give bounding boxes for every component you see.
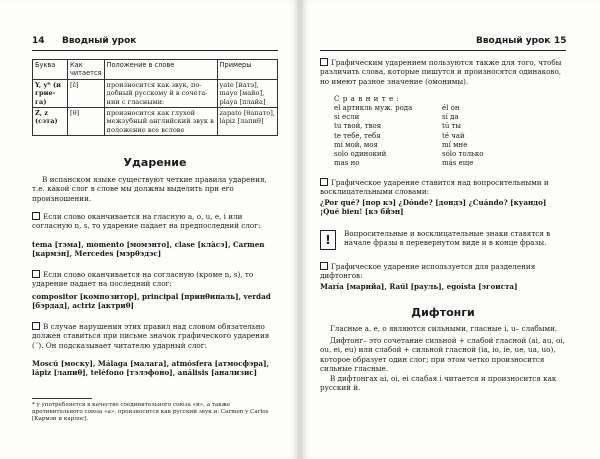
- homonym-left: tu твой, твоя: [334, 122, 382, 131]
- paragraph-diphthong-split: [320, 262, 566, 281]
- homonym-right: más еще: [442, 159, 474, 168]
- rule-1-examples: tema [тэма], momento [момэнто], clase [кла̀сэ], Carmen [кармэн], Mercedes [мэрθэдэс]: [32, 240, 265, 259]
- section-title: Дифтонги: [411, 306, 475, 319]
- table-cell: yate [йатэ], mayo [майо], playa [плайа]: [217, 79, 277, 107]
- homonym-right: sí да: [442, 113, 459, 122]
- paragraph-homonyms: [320, 58, 566, 86]
- list-item: [334, 141, 564, 150]
- table-cell: произносится как звук, по-добный русскому й в сочета-нии с гласными:: [104, 79, 217, 107]
- right-page: [302, 0, 600, 459]
- page-number: 14: [32, 36, 45, 46]
- homonym-right: té чай: [442, 131, 465, 140]
- table-row: [33, 79, 278, 107]
- paragraph-homonyms-text: Графическим ударением пользуются также для того, чтобы различить слова, которые пишутся и произносятся одинаково, но имеют разное значение (омонимы).: [320, 58, 562, 86]
- intro-paragraph: В испанском языке существуют четкие правила ударения, т.е. какой слог в слове мы должны выделить при его произношении.: [32, 175, 267, 203]
- table-header-cell: Положение в слове: [104, 60, 217, 80]
- footnote: * y употребляется в качестве соединительного союза «и», а также противительного союза «а», произносится как русский звук и: Carmen y Carlos [Кармэн и карлос].: [32, 402, 269, 422]
- diphthong-p2: Дифтонг– это сочетание сильной + слабой гласной (ai, au, oi, ou, ei, eu) или слабой + сильной гласной (ia, io, ie, ue, ua, uo), которое образует один слог; при этом четко произносится сильные гласные.: [320, 336, 565, 374]
- table-header-cell: Как читается: [68, 60, 105, 80]
- homonym-right: él он: [442, 104, 460, 112]
- checkbox-bullet-icon: [32, 212, 40, 220]
- paragraph-diphthong-split-text: Графическое ударение используется для разделения дифтонгов:: [320, 262, 536, 281]
- checkbox-bullet-icon: [32, 270, 40, 278]
- letters-table: [32, 59, 278, 136]
- diphthong-p1: Гласные a, e, o являются сильными, гласные i, u– слабыми.: [330, 324, 558, 333]
- table-cell: [θ]: [68, 108, 105, 136]
- list-item: [334, 104, 564, 113]
- homonym-left: solo одинокий: [334, 149, 387, 158]
- table-cell: zapato [θапато], lápiz [лапиθ]: [217, 108, 277, 136]
- rule-3: [32, 322, 278, 350]
- checkbox-bullet-icon: [32, 322, 40, 330]
- diphthong-split-examples: María [марийа], Raúl [рауль], egoísta [эгоиста]: [320, 282, 518, 291]
- homonym-left: te тебе, тебя: [334, 131, 381, 140]
- table-cell: произносится как глухой межзубный английский звук в положение все вслове: [104, 108, 217, 136]
- header-rule: [32, 50, 278, 51]
- list-item: [334, 122, 564, 131]
- table-cell: Z, z (сэта): [33, 108, 68, 136]
- list-item: [334, 159, 564, 168]
- rule-3-examples: Moscú [моску], Málaga [малага], atmósfera [атмосфэра], lápiz [лапиθ], teléfono [тэлэфоно], análisis [анализис]: [32, 359, 269, 378]
- table-cell: Y, y* (и грие-га): [33, 79, 68, 107]
- homonym-right: tú ты: [442, 122, 461, 131]
- exclamation-icon: !: [320, 230, 336, 250]
- table-header-cell: Примеры: [217, 60, 277, 80]
- homonym-list: [334, 104, 564, 168]
- homonym-right: sólo только: [442, 149, 484, 158]
- rule-2-examples: compositor [композитор], principal [принθипаль], verdad [бэрдад], actriz [актриθ]: [32, 292, 271, 311]
- table-cell: [ɛ̌]: [68, 79, 105, 107]
- table-header-row: [33, 60, 278, 80]
- rule-3-text: В случае нарушения этих правил над словом обязательно должен ставиться при письме значок графического ударения (´). Он подсказывает читателю ударный слог:: [32, 322, 270, 350]
- page-number: 15: [554, 36, 567, 46]
- header-rule: [320, 50, 566, 51]
- rule-1-text: Если слово оканчивается на гласную a, o, u, e, i или согласную n, s, то ударение падает на предпоследний слог:: [32, 212, 261, 231]
- rule-2-text: Если слово оканчивается на согласную (кроме n, s), то ударение падает на последний слог:: [32, 270, 254, 289]
- footnote-rule: [32, 398, 92, 399]
- rule-2: [32, 270, 278, 289]
- homonym-left: si если: [334, 113, 360, 122]
- list-item: [334, 132, 564, 141]
- section-title: Ударение: [123, 156, 187, 169]
- homonym-left: mi мой, моя: [334, 140, 378, 149]
- punctuation-note: Вопросительные и восклицательные знаки ставятся в начале фразы в перевернутом виде и в конце фразы.: [344, 229, 551, 248]
- checkbox-bullet-icon: [320, 262, 328, 270]
- checkbox-bullet-icon: [320, 178, 328, 186]
- running-header: Вводный урок: [62, 36, 137, 46]
- question-examples: ¿Por qué? [пор кэ] ¿Dónde? [дондэ] ¿Cuándo? [куандо] ¡Qué bien! [кэ бйэн]: [320, 198, 547, 217]
- paragraph-questions: [320, 178, 566, 197]
- running-header: Вводный урок: [476, 36, 551, 46]
- diphthong-p3: В дифтонгах ai, oi, ei слабая i читается и произносится как русский й.: [320, 374, 557, 393]
- left-page: [0, 0, 298, 459]
- list-item: [334, 150, 564, 159]
- paragraph-questions-text: Графическое ударение ставится над вопросительными и восклицательными словами:: [320, 178, 549, 197]
- table-header-cell: Буква: [33, 60, 68, 80]
- checkbox-bullet-icon: [320, 58, 328, 66]
- table-row: [33, 108, 278, 136]
- homonym-left: mas но: [334, 159, 360, 168]
- compare-label: С р а в н и т е :: [334, 94, 400, 103]
- homonym-right: mí мне: [442, 140, 468, 149]
- homonym-left: el артикль муж. рода: [334, 104, 413, 112]
- list-item: [334, 113, 564, 122]
- rule-1: [32, 212, 278, 231]
